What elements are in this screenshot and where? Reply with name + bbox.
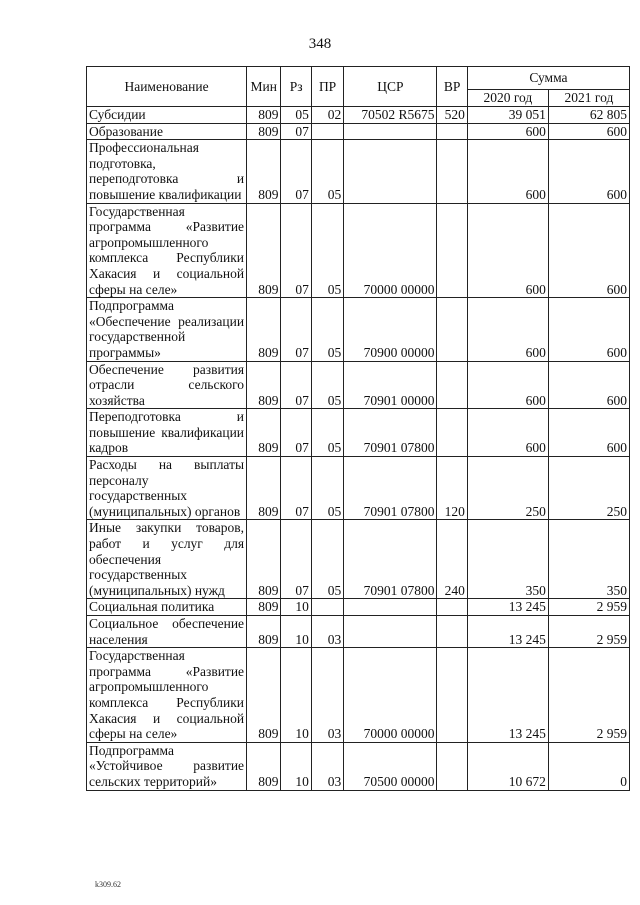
cell-y2021: 600 [548,203,629,298]
cell-csr: 70901 07800 [344,457,437,520]
cell-name: Обеспечение развития отрасли сельского хозяйства [87,361,247,409]
cell-pr: 02 [311,107,343,124]
cell-vr [437,742,467,790]
header-csr: ЦСР [344,67,437,107]
cell-min: 809 [247,107,281,124]
cell-vr [437,616,467,648]
cell-rz: 07 [281,140,311,203]
cell-y2020: 600 [467,409,548,457]
cell-y2020: 350 [467,520,548,599]
cell-y2021: 0 [548,742,629,790]
header-pr: ПР [311,67,343,107]
header-year-2021: 2021 год [548,90,629,107]
cell-y2021: 350 [548,520,629,599]
cell-csr: 70901 07800 [344,409,437,457]
cell-pr [311,599,343,616]
cell-name: Иные закупки товаров, работ и услуг для обеспечения государственных (муниципальных) нужд [87,520,247,599]
cell-y2021: 600 [548,123,629,140]
cell-pr: 03 [311,742,343,790]
cell-csr: 70500 00000 [344,742,437,790]
cell-y2021: 600 [548,361,629,409]
cell-rz: 07 [281,123,311,140]
cell-pr: 05 [311,520,343,599]
table-row [87,107,630,124]
cell-csr: 70000 00000 [344,648,437,743]
header-sum: Сумма [467,67,629,90]
cell-rz: 07 [281,409,311,457]
table-row [87,140,630,203]
cell-min: 809 [247,123,281,140]
table-row [87,298,630,361]
cell-csr: 70000 00000 [344,203,437,298]
table-row [87,648,630,743]
header-rz: Рз [281,67,311,107]
cell-name: Расходы на выплаты персоналу государственных (муниципальных) органов [87,457,247,520]
cell-name: Подпрограмма «Устойчивое развитие сельских территорий» [87,742,247,790]
cell-y2021: 250 [548,457,629,520]
cell-vr [437,203,467,298]
cell-name: Государственная программа «Развитие агропромышленного комплекса Республики Хакасия и социальной сферы на селе» [87,648,247,743]
cell-csr [344,140,437,203]
table-row [87,409,630,457]
table-row [87,616,630,648]
cell-csr: 70901 07800 [344,520,437,599]
cell-y2020: 600 [467,203,548,298]
cell-rz: 07 [281,203,311,298]
cell-vr [437,648,467,743]
header-min: Мин [247,67,281,107]
cell-vr: 520 [437,107,467,124]
cell-rz: 10 [281,599,311,616]
cell-csr [344,123,437,140]
cell-csr [344,616,437,648]
table-row [87,599,630,616]
cell-pr: 05 [311,409,343,457]
cell-name: Переподготовка и повышение квалификации кадров [87,409,247,457]
cell-min: 809 [247,409,281,457]
cell-y2021: 2 959 [548,616,629,648]
cell-vr: 240 [437,520,467,599]
cell-csr [344,599,437,616]
cell-name: Социальная политика [87,599,247,616]
cell-rz: 05 [281,107,311,124]
cell-name: Профессиональная подготовка, переподготовка и повышение квалификации [87,140,247,203]
cell-rz: 07 [281,298,311,361]
cell-y2020: 13 245 [467,599,548,616]
cell-name: Социальное обеспечение населения [87,616,247,648]
cell-name: Образование [87,123,247,140]
cell-pr [311,123,343,140]
cell-min: 809 [247,203,281,298]
cell-rz: 10 [281,742,311,790]
cell-rz: 10 [281,648,311,743]
table-row [87,361,630,409]
cell-y2020: 13 245 [467,648,548,743]
cell-pr: 05 [311,203,343,298]
cell-y2021: 2 959 [548,599,629,616]
cell-pr: 05 [311,361,343,409]
table-row [87,123,630,140]
cell-y2020: 600 [467,140,548,203]
page-number: 348 [308,36,332,52]
cell-csr: 70900 00000 [344,298,437,361]
cell-rz: 07 [281,520,311,599]
cell-name: Субсидии [87,107,247,124]
budget-table [86,66,630,791]
cell-csr: 70502 R5675 [344,107,437,124]
cell-rz: 07 [281,361,311,409]
cell-y2020: 250 [467,457,548,520]
cell-vr: 120 [437,457,467,520]
cell-min: 809 [247,616,281,648]
cell-pr: 05 [311,140,343,203]
table-row [87,520,630,599]
cell-vr [437,599,467,616]
cell-pr: 03 [311,616,343,648]
cell-y2021: 600 [548,140,629,203]
cell-vr [437,298,467,361]
cell-min: 809 [247,742,281,790]
cell-min: 809 [247,298,281,361]
cell-min: 809 [247,520,281,599]
cell-rz: 07 [281,457,311,520]
cell-y2020: 600 [467,123,548,140]
cell-y2020: 39 051 [467,107,548,124]
footer-code: k309.62 [95,880,121,889]
cell-vr [437,140,467,203]
cell-y2021: 600 [548,409,629,457]
cell-y2021: 62 805 [548,107,629,124]
cell-pr: 05 [311,457,343,520]
cell-name: Государственная программа «Развитие агропромышленного комплекса Республики Хакасия и социальной сферы на селе» [87,203,247,298]
cell-y2021: 600 [548,298,629,361]
cell-y2020: 10 672 [467,742,548,790]
cell-min: 809 [247,599,281,616]
cell-y2020: 600 [467,361,548,409]
cell-min: 809 [247,457,281,520]
cell-name: Подпрограмма «Обеспечение реализации государственной программы» [87,298,247,361]
table-row [87,457,630,520]
cell-y2020: 600 [467,298,548,361]
table-row [87,742,630,790]
cell-rz: 10 [281,616,311,648]
cell-min: 809 [247,140,281,203]
cell-y2020: 13 245 [467,616,548,648]
cell-vr [437,361,467,409]
cell-min: 809 [247,361,281,409]
cell-csr: 70901 00000 [344,361,437,409]
header-vr: ВР [437,67,467,107]
cell-vr [437,409,467,457]
header-name: Наименование [87,67,247,107]
cell-pr: 05 [311,298,343,361]
table-row [87,203,630,298]
table-body [87,107,630,791]
cell-pr: 03 [311,648,343,743]
cell-min: 809 [247,648,281,743]
header-year-2020: 2020 год [467,90,548,107]
cell-y2021: 2 959 [548,648,629,743]
cell-vr [437,123,467,140]
